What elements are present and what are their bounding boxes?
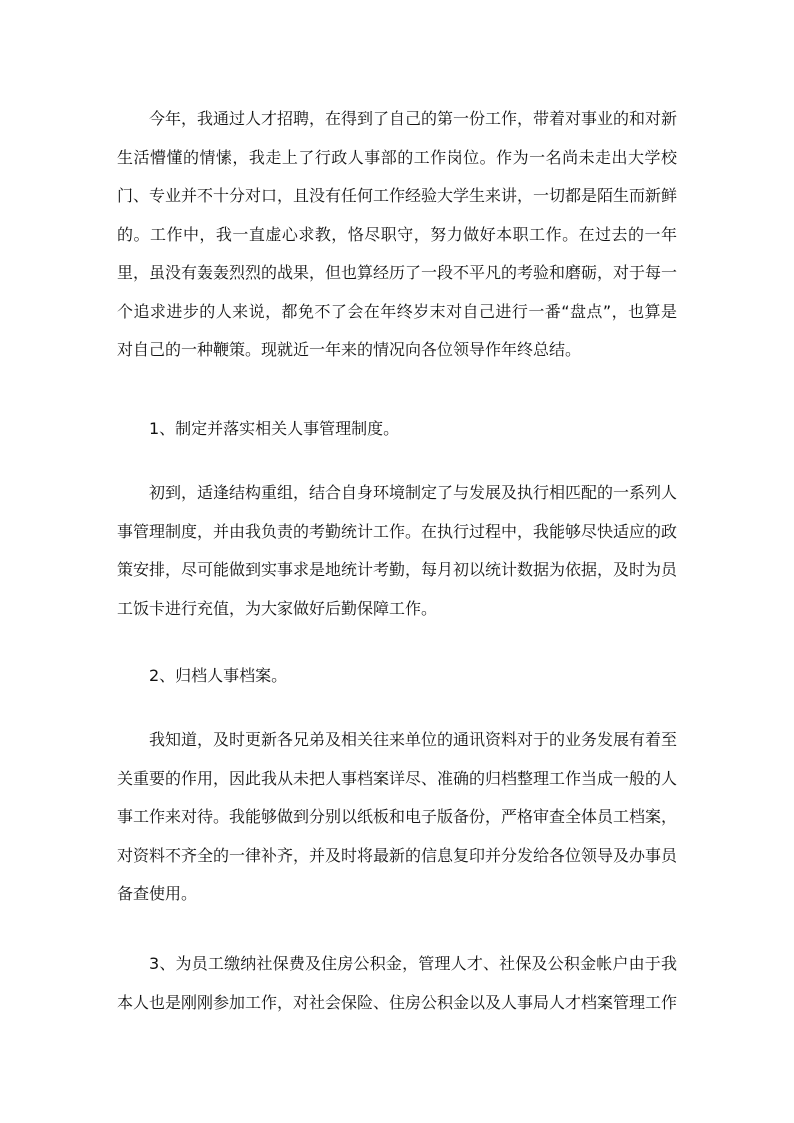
section-heading-2: 2、归档人事档案。 [149, 666, 288, 685]
section-heading-1: 1、制定并落实相关人事管理制度。 [149, 419, 400, 438]
section-2-paragraph: 我知道，及时更新各兄弟及相关往来单位的通讯资料对于的业务发展有着至关重要的作用，因此我从未把人事档案详尽、准确的归档整理工作当成一般的人事工作来对待。我能够做到分别以纸板和电子版备份，严格审查全体员工档案，对资料不齐全的一律补齐，并及时将最新的信息复印并分发给各位领导及办事员备查使用。 [117, 730, 678, 903]
intro-paragraph: 今年，我通过人才招聘，在得到了自己的第一份工作，带着对事业的和对新生活懵懂的情愫，我走上了行政人事部的工作岗位。作为一名尚未走出大学校门、专业并不十分对口，且没有任何工作经验大学生来讲，一切都是陌生而新鲜的。工作中，我一直虚心求教，恪尽职守，努力做好本职工作。在过去的一年里，虽没有轰轰烈烈的战果，但也算经历了一段不平凡的考验和磨砺，对于每一个追求进步的人来说，都免不了会在年终岁末对自己进行一番“盘点”，也算是对自己的一种鞭策。现就近一年来的情况向各位领导作年终总结。 [117, 109, 678, 359]
section-3-paragraph: 3、为员工缴纳社保费及住房公积金，管理人才、社保及公积金帐户由于我本人也是刚刚参加工作，对社会保险、住房公积金以及人事局人才档案管理工作 [117, 954, 678, 1012]
section-1-paragraph: 初到，适逢结构重组，结合自身环境制定了与发展及执行相匹配的一系列人事管理制度，并由我负责的考勤统计工作。在执行过程中，我能够尽快适应的政策安排，尽可能做到实事求是地统计考勤，每月初以统计数据为依据，及时为员工饭卡进行充值，为大家做好后勤保障工作。 [117, 483, 678, 618]
